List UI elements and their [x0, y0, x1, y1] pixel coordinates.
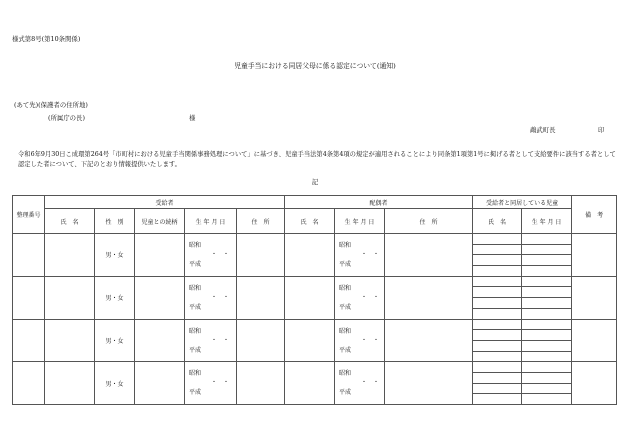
- cell-recipient-sex[interactable]: 男・女: [95, 362, 135, 405]
- cell-biko[interactable]: [572, 362, 617, 405]
- cell-child-birth[interactable]: [522, 255, 572, 266]
- cell-seiri-bango[interactable]: [13, 276, 45, 319]
- cell-child-birth[interactable]: [522, 383, 572, 394]
- cell-child-birth[interactable]: [522, 319, 572, 330]
- era-heisei: 平成: [339, 261, 352, 268]
- header-relation: 児童との続柄: [135, 209, 185, 234]
- era-showa: 昭和: [339, 242, 352, 249]
- era-heisei: 平成: [189, 346, 202, 354]
- cell-spouse-address[interactable]: [385, 276, 473, 319]
- header-recipient-name: 氏 名: [45, 209, 95, 234]
- date-dots: ・ ・: [361, 293, 380, 301]
- cell-relation[interactable]: [135, 319, 185, 362]
- sender-name: 鵡武町長: [530, 126, 556, 134]
- cell-child-birth[interactable]: [522, 287, 572, 298]
- cell-child-name[interactable]: [473, 276, 522, 287]
- era-showa: 昭和: [189, 327, 202, 335]
- cell-seiri-bango[interactable]: [13, 234, 45, 277]
- cell-child-name[interactable]: [473, 287, 522, 298]
- table-row: [13, 319, 617, 330]
- cell-child-birth[interactable]: [522, 394, 572, 405]
- header-child-birth: 生 年 月 日: [522, 209, 572, 234]
- cell-child-name[interactable]: [473, 266, 522, 277]
- header-haigusha: 配偶者: [285, 196, 473, 209]
- cell-spouse-address[interactable]: [385, 234, 473, 277]
- ki-heading: 記: [311, 178, 319, 186]
- cell-spouse-address[interactable]: [385, 319, 473, 362]
- cell-child-name[interactable]: [473, 234, 522, 245]
- cell-recipient-address[interactable]: [237, 319, 285, 362]
- era-showa: 昭和: [189, 284, 202, 292]
- header-spouse-address: 住 所: [385, 209, 473, 234]
- cell-recipient-name[interactable]: [45, 276, 95, 319]
- date-dots: ・ ・: [211, 293, 230, 301]
- cell-recipient-name[interactable]: [45, 319, 95, 362]
- cell-spouse-name[interactable]: [285, 362, 335, 405]
- cell-recipient-address[interactable]: [237, 276, 285, 319]
- header-seiri-bango: 整理番号: [13, 196, 45, 234]
- header-jukyusha: 受給者: [45, 196, 285, 209]
- date-dots: ・ ・: [211, 251, 230, 258]
- era-heisei: 平成: [189, 389, 202, 397]
- era-showa: 昭和: [339, 327, 352, 335]
- date-dots: ・ ・: [211, 336, 230, 344]
- cell-biko[interactable]: [572, 319, 617, 362]
- form-number: 様式第8号(第10条関係): [12, 35, 81, 43]
- cell-child-birth[interactable]: [522, 234, 572, 245]
- cell-seiri-bango[interactable]: [13, 362, 45, 405]
- cell-recipient-sex[interactable]: 男・女: [95, 276, 135, 319]
- municipality-line: (所属庁の長): [48, 114, 85, 122]
- cell-child-name[interactable]: [473, 308, 522, 319]
- cell-spouse-birth[interactable]: [335, 319, 385, 362]
- cell-child-birth[interactable]: [522, 308, 572, 319]
- cell-spouse-birth[interactable]: [335, 276, 385, 319]
- date-dots: ・ ・: [361, 336, 380, 344]
- cell-child-name[interactable]: [473, 244, 522, 255]
- table-row: [13, 234, 617, 245]
- cell-child-birth[interactable]: [522, 266, 572, 277]
- cell-spouse-birth[interactable]: [335, 362, 385, 405]
- cell-child-name[interactable]: [473, 330, 522, 341]
- cell-child-name[interactable]: [473, 319, 522, 330]
- cell-child-birth[interactable]: [522, 351, 572, 362]
- cell-recipient-sex[interactable]: 男・女: [95, 319, 135, 362]
- body-text: 令和6年9月30日こ成環第264号「市町村における児童手当関係事務処理について」に基づき、児童手当法第4条第4項の規定が適用されることにより同条第1項第1号に掲げる者として支給要件に該当する者として認定した者について、下記のとおり情報提供いたします。: [18, 151, 616, 168]
- date-dots: ・ ・: [361, 251, 380, 258]
- cell-child-name[interactable]: [473, 340, 522, 351]
- table-body: [13, 234, 617, 405]
- era-heisei: 平成: [189, 261, 202, 268]
- header-dokyo-jido: 受給者と同居している児童: [473, 196, 572, 209]
- cell-recipient-name[interactable]: [45, 362, 95, 405]
- era-heisei: 平成: [339, 389, 352, 397]
- date-dots: ・ ・: [361, 379, 380, 387]
- cell-recipient-address[interactable]: [237, 362, 285, 405]
- cell-child-birth[interactable]: [522, 340, 572, 351]
- cell-child-name[interactable]: [473, 372, 522, 383]
- cell-spouse-address[interactable]: [385, 362, 473, 405]
- cell-child-name[interactable]: [473, 351, 522, 362]
- cell-recipient-birth[interactable]: [185, 319, 237, 362]
- cell-child-birth[interactable]: [522, 298, 572, 309]
- header-spouse-name: 氏 名: [285, 209, 335, 234]
- seal-mark: 印: [598, 126, 605, 134]
- document-title: 児童手当における同居父母に係る認定について(通知): [234, 62, 396, 70]
- date-dots: ・ ・: [211, 379, 230, 387]
- cell-recipient-birth[interactable]: [185, 362, 237, 405]
- honorific: 様: [189, 114, 196, 122]
- cell-relation[interactable]: [135, 362, 185, 405]
- cell-recipient-address[interactable]: [237, 234, 285, 277]
- cell-child-name[interactable]: [473, 362, 522, 373]
- table-row: [13, 362, 617, 373]
- recipient-table: [12, 195, 617, 405]
- era-showa: 昭和: [339, 284, 352, 292]
- cell-seiri-bango[interactable]: [13, 319, 45, 362]
- header-recipient-address: 住 所: [237, 209, 285, 234]
- cell-relation[interactable]: [135, 276, 185, 319]
- cell-spouse-birth[interactable]: [335, 234, 385, 277]
- cell-spouse-name[interactable]: [285, 234, 335, 277]
- cell-spouse-name[interactable]: [285, 319, 335, 362]
- era-showa: 昭和: [189, 370, 202, 378]
- cell-recipient-sex[interactable]: 男・女: [95, 234, 135, 277]
- table-row: [13, 276, 617, 287]
- cell-child-name[interactable]: [473, 298, 522, 309]
- era-showa: 昭和: [339, 370, 352, 378]
- cell-child-birth[interactable]: [522, 362, 572, 373]
- cell-child-birth[interactable]: [522, 372, 572, 383]
- header-recipient-sex: 性 別: [95, 209, 135, 234]
- era-showa: 昭和: [189, 242, 202, 249]
- cell-biko[interactable]: [572, 276, 617, 319]
- header-recipient-birth: 生 年 月 日: [185, 209, 237, 234]
- cell-child-birth[interactable]: [522, 330, 572, 341]
- cell-relation[interactable]: [135, 234, 185, 277]
- cell-recipient-birth[interactable]: [185, 234, 237, 277]
- header-biko: 備 考: [572, 196, 617, 234]
- header-spouse-birth: 生 年 月 日: [335, 209, 385, 234]
- cell-biko[interactable]: [572, 234, 617, 277]
- cell-child-name[interactable]: [473, 394, 522, 405]
- cell-child-name[interactable]: [473, 383, 522, 394]
- cell-child-birth[interactable]: [522, 244, 572, 255]
- header-child-name: 氏 名: [473, 209, 522, 234]
- cell-child-birth[interactable]: [522, 276, 572, 287]
- era-heisei: 平成: [339, 303, 352, 311]
- cell-child-name[interactable]: [473, 255, 522, 266]
- cell-recipient-birth[interactable]: [185, 276, 237, 319]
- cell-recipient-name[interactable]: [45, 234, 95, 277]
- era-heisei: 平成: [339, 346, 352, 354]
- cell-spouse-name[interactable]: [285, 276, 335, 319]
- era-heisei: 平成: [189, 303, 202, 311]
- addressee-line: (あて先)(保護者の住所地): [14, 101, 88, 109]
